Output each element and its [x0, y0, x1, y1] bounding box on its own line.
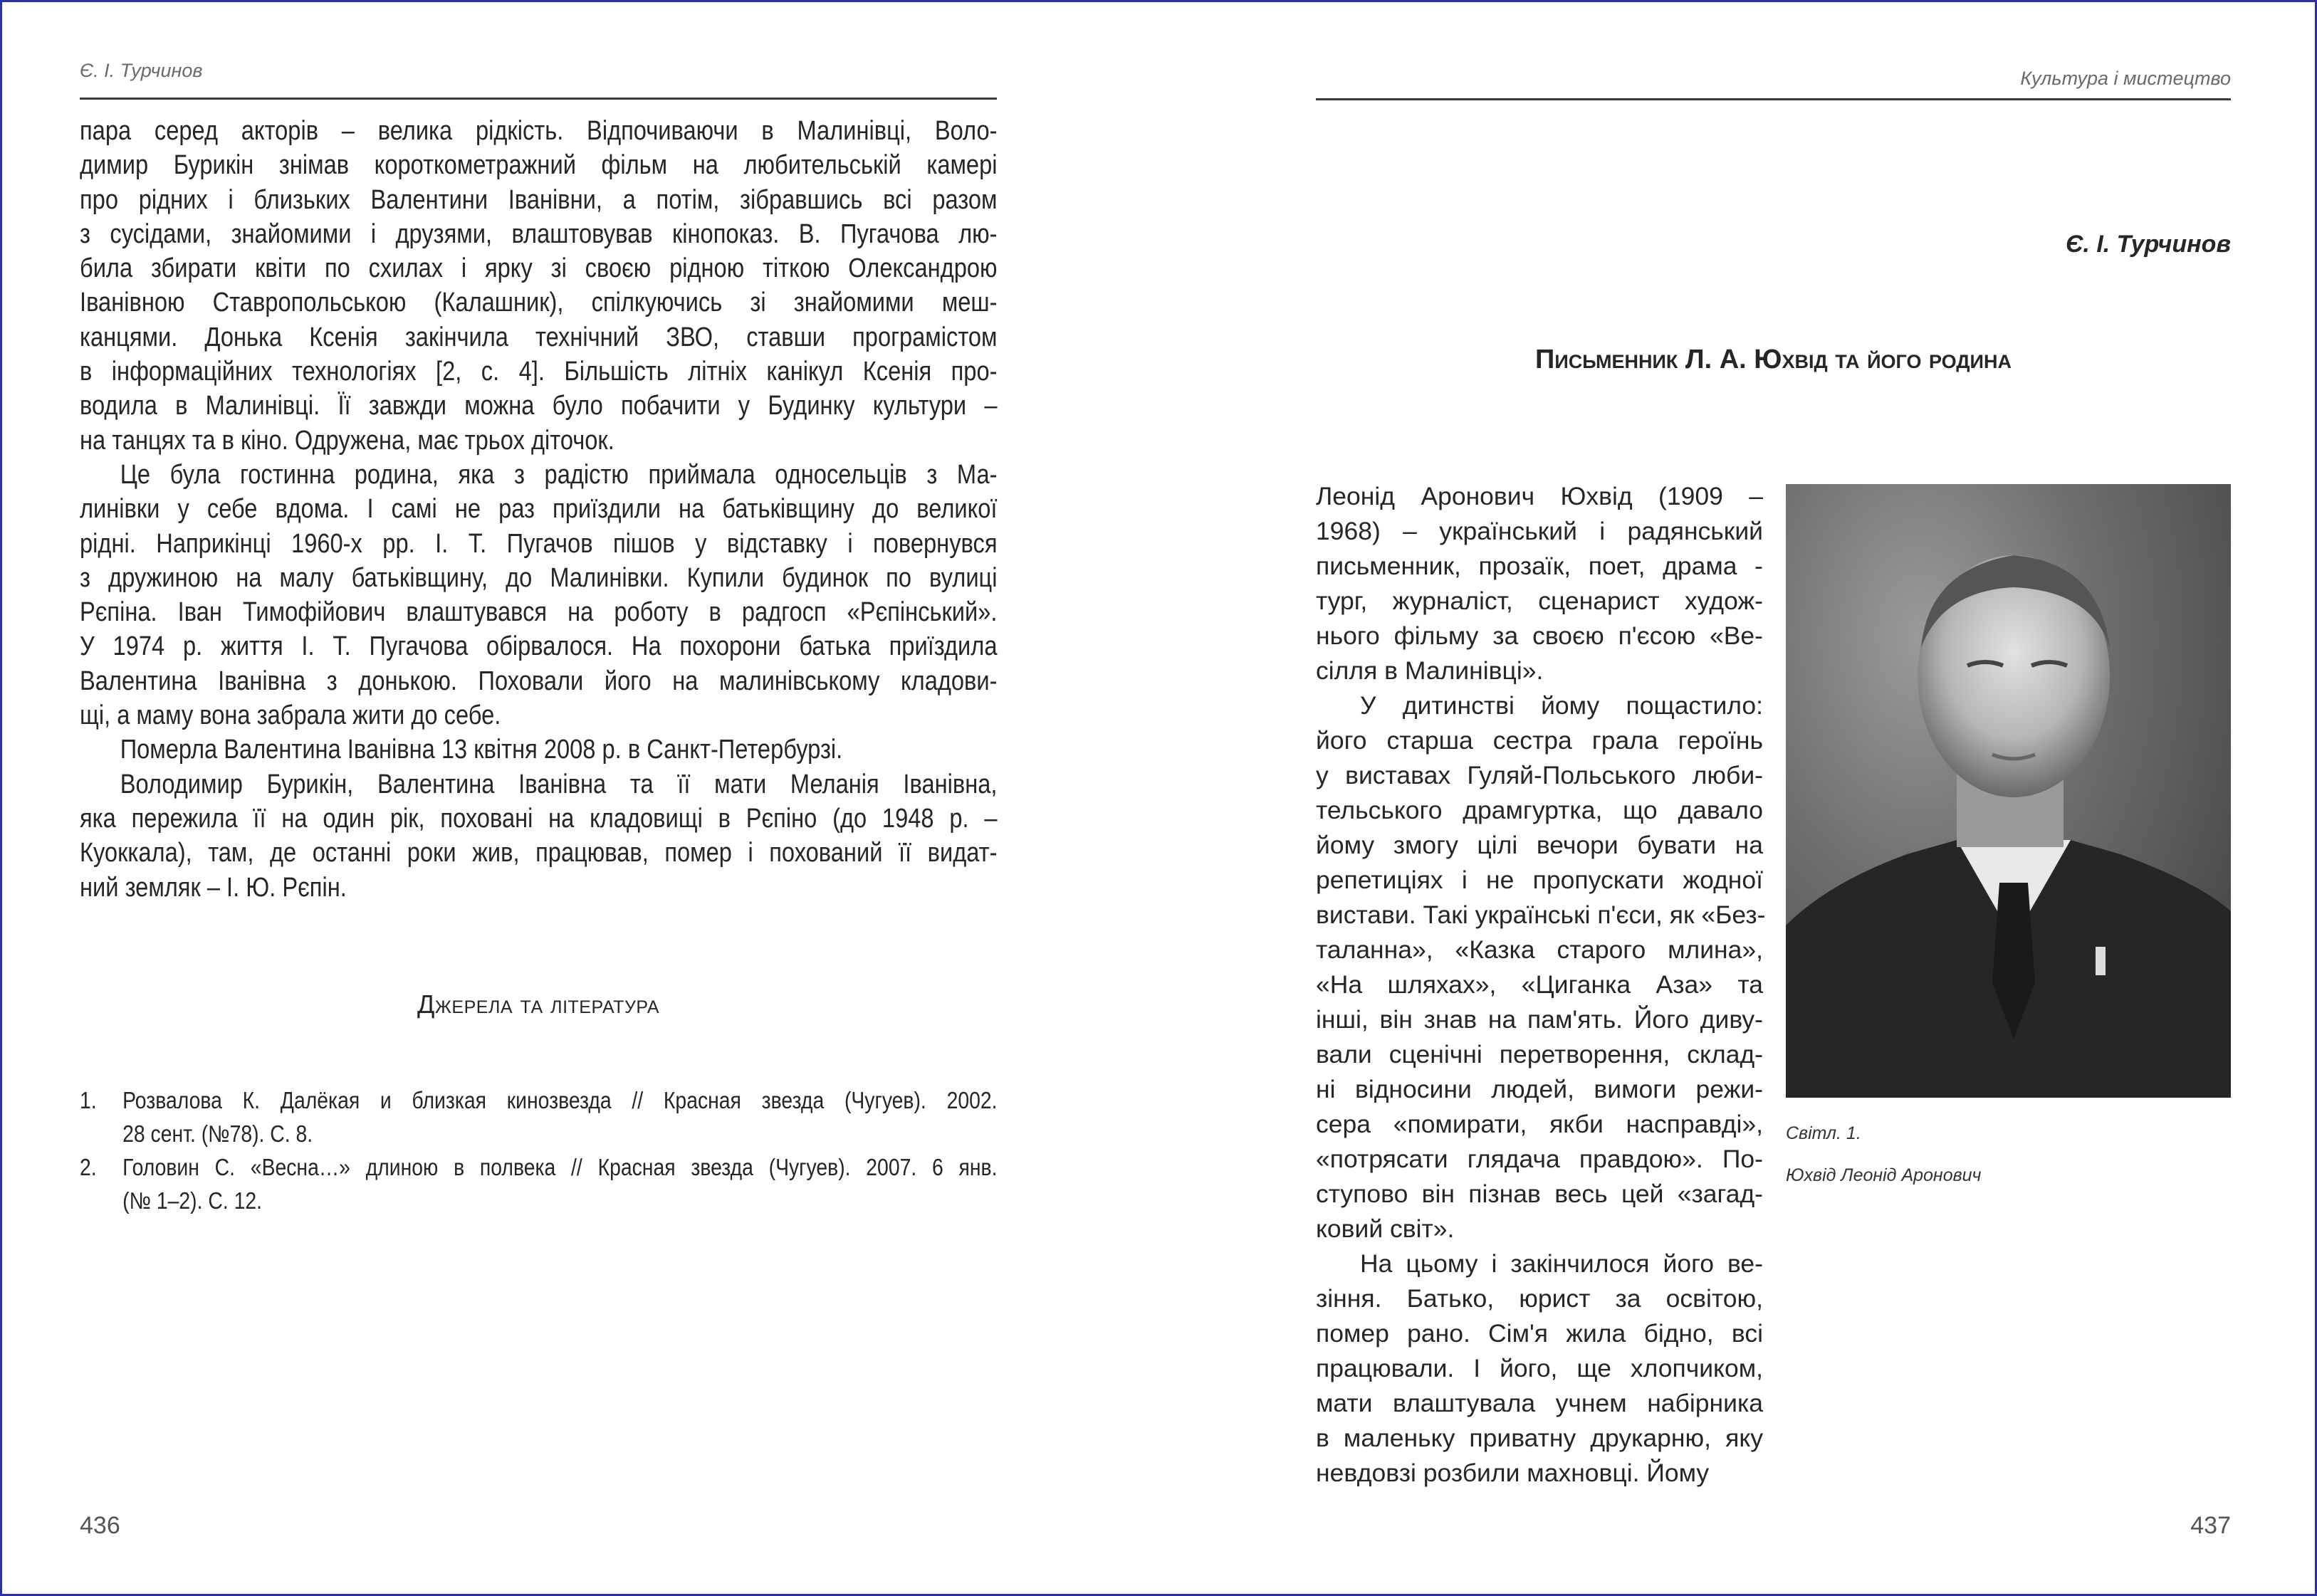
text-line: пара серед акторів – велика рідкість. Відпочиваючи в Малинівці, Воло-	[80, 116, 998, 146]
text-line: тург, журналіст, сценарист худож-	[1316, 587, 1763, 615]
reference-number: 1.	[80, 1087, 97, 1113]
text-line: працювали. І його, ще хлопчиком,	[1316, 1354, 1763, 1382]
reference-item	[80, 1150, 998, 1217]
article-title: Письменник Л. А. Юхвід та його родина	[1535, 345, 2012, 374]
text-line: била збирати квіти по схилах і ярку зі своєю рідною тіткою Олександрою	[80, 253, 998, 284]
photo-caption-name: Юхвід Леонід Аронович	[1786, 1165, 1982, 1185]
text-line: линівки у себе вдома. І самі не раз приїздили на батьківщину до великої	[80, 494, 998, 525]
text-line: щі, а маму вона забрала жити до себе.	[80, 700, 501, 731]
text-line: У дитинстві йому пощастило:	[1360, 691, 1763, 720]
text-line: помер рано. Сім'я жила бідно, всі	[1316, 1319, 1763, 1348]
reference-line: Головин С. «Весна…» длиною в полвека // Красная звезда (Чугуев). 2007. 6 янв.	[122, 1154, 998, 1180]
portrait-illustration	[1786, 484, 2231, 1098]
text-line: канцями. Донька Ксенія закінчила технічний ЗВО, ставши програмістом	[80, 322, 998, 352]
text-line: Леонід Аронович Юхвід (1909 –	[1316, 482, 1763, 510]
text-line: «потрясати глядача правдою». По-	[1316, 1145, 1763, 1173]
photo-caption-label: Світл. 1.	[1786, 1123, 1861, 1143]
text-line: на танцях та в кіно. Одружена, має трьох діточок.	[80, 425, 614, 456]
reference-number: 2.	[80, 1154, 97, 1180]
right-running-head: Культура і мистецтво	[2020, 68, 2231, 89]
text-line: з дружиною на малу батьківщину, до Малинівки. Купили будинок по вулиці	[80, 562, 998, 593]
text-line: йому змогу цілі вечори бувати на	[1316, 831, 1763, 859]
text-line: Рєпіна. Іван Тимофійович влаштувався на роботу в радгосп «Рєпінський».	[80, 597, 998, 628]
left-page-number: 436	[80, 1512, 120, 1539]
text-line: Володимир Бурикін, Валентина Іванівна та її мати Меланія Іванівна,	[120, 769, 998, 799]
text-line: тельського драмгуртка, що давало	[1316, 796, 1763, 824]
reference-item	[80, 1083, 998, 1150]
sources-heading: Джерела та література	[417, 989, 660, 1019]
text-line: з сусідами, знайомими і друзями, влаштовував кінопоказ. В. Пугачова лю-	[80, 219, 998, 249]
text-line: вистави. Такі українські п'єси, як «Без-	[1316, 901, 1766, 929]
text-line: «На шляхах», «Циганка Аза» та	[1316, 970, 1763, 999]
text-line: Іванівною Ставропольською (Калашник), спілкуючись зі знайомими меш-	[80, 288, 998, 318]
right-page-number: 437	[2190, 1512, 2231, 1539]
text-line: Куоккала), там, де останні роки жив, працював, помер і похований її видат-	[80, 838, 998, 868]
text-line: сілля в Малинівці».	[1316, 656, 1544, 685]
text-line: Це була гостинна родина, яка з радістю приймала односельців з Ма-	[120, 459, 998, 490]
text-line: На цьому і закінчилося його ве-	[1360, 1249, 1763, 1278]
text-line: в маленьку приватну друкарню, яку	[1316, 1424, 1763, 1452]
text-line: 1968) – український і радянський	[1316, 517, 1763, 545]
text-line: у виставах Гуляй-Польського люби-	[1316, 761, 1763, 789]
left-header-rule	[80, 98, 997, 100]
text-line: ступово він пізнав весь цей «загад-	[1316, 1180, 1763, 1208]
left-running-head: Є. І. Турчинов	[80, 60, 203, 81]
text-line: рідні. Наприкінці 1960-х рр. І. Т. Пугачов пішов у відставку і повернувся	[80, 528, 998, 559]
text-line: У 1974 р. життя І. Т. Пугачова обірвалося. На похорони батька приїздила	[80, 631, 998, 662]
text-line: вали сценічні перетворення, склад-	[1316, 1040, 1763, 1069]
reference-line: (№ 1–2). С. 12.	[122, 1187, 262, 1214]
reference-line: 28 сент. (№78). С. 8.	[122, 1120, 313, 1147]
text-line: ні відносини людей, вимоги режи-	[1316, 1075, 1763, 1103]
text-line: зіння. Батько, юрист за освітою,	[1316, 1284, 1763, 1313]
text-line: про рідних і близьких Валентини Іванівни, а потім, зібравшись всі разом	[80, 184, 998, 215]
text-line: в інформаційних технологіях [2, с. 4]. Більшість літніх канікул Ксенія про-	[80, 357, 998, 387]
text-line: невдовзі розбили махновці. Йому	[1316, 1459, 1710, 1487]
text-line: сера «помирати, якби насправді»,	[1316, 1110, 1763, 1138]
text-line: водила в Малинівці. Її завжди можна було побачити у Будинку культури –	[80, 391, 998, 421]
reference-list	[80, 1083, 998, 1217]
text-line: його старша сестра грала героїнь	[1316, 726, 1763, 755]
text-line: Валентина Іванівна з донькою. Поховали його на малинівському кладови-	[80, 666, 998, 696]
text-line: письменник, прозаїк, поет, драма -	[1316, 552, 1763, 580]
reference-line: Розвалова К. Далёкая и близкая кинозвезда // Красная звезда (Чугуев). 2002.	[122, 1087, 998, 1113]
text-line: димир Бурикін знімав короткометражний фільм на любительській камері	[80, 150, 998, 181]
text-line: Померла Валентина Іванівна 13 квітня 2008 р. в Санкт-Петербурзі.	[120, 735, 843, 765]
right-header-rule	[1316, 98, 2231, 100]
text-line: нього фільму за своєю п'єсою «Ве-	[1316, 621, 1763, 650]
article-author: Є. І. Турчинов	[2065, 231, 2231, 258]
text-line: репетиціях і не пропускати жодної	[1316, 866, 1763, 894]
text-line: інші, він знав на пам'ять. Його диву-	[1316, 1005, 1763, 1034]
text-line: яка пережила її на один рік, поховані на кладовищі в Рєпіно (до 1948 р. –	[80, 803, 998, 834]
left-body-text	[80, 114, 998, 905]
portrait-photo	[1786, 484, 2231, 1098]
text-line: таланна», «Казка старого млина»,	[1316, 935, 1763, 964]
text-line: ний земляк – І. Ю. Рєпін.	[80, 872, 347, 903]
right-body-text	[1316, 479, 1766, 1491]
text-line: мати влаштувала учнем набірника	[1316, 1389, 1763, 1417]
text-line: ковий світ».	[1316, 1214, 1455, 1243]
